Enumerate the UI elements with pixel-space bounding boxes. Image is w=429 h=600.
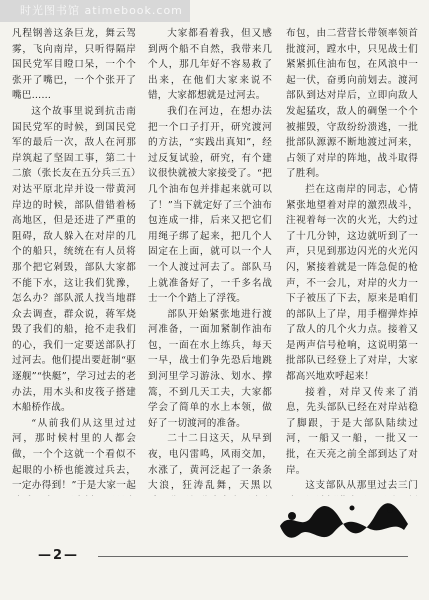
- paragraph: “从前我们从这里过过河，那时候村里的人都会做，一个个这就一个看似不起眼的小桥也能渡过兵去，一定办得到！”于是大家一起: [12, 417, 136, 492]
- paragraph: 二十二日这天，从早到夜，电闪雷鸣，风雨交加，水涨了，黄河泛起了一条条大浪，狂涛乱舞，天黑以: [148, 433, 272, 492]
- paragraph: 凡程钢善这条巨龙，舞云驾雾，飞向南岸，只听得隔岸国民党军目瞪口呆，一个个张开了嘴巴，一个个张开了嘴巴……: [12, 28, 136, 102]
- paragraph: 部队开始紧张地进行渡河准备，一面加紧制作油布包，一面在水上练兵，每天一早，战士们争先恐后地跳到河里学习游泳、划水、撑篙，不到几天工夫，大家都学会了简单的水上本领，做好了一切渡河的准备。: [148, 308, 272, 429]
- paragraph: 这个故事里说到抗击南国民党军的时候，到国民党军的最后一次，敌人在河那岸筑起了坚固工事，第二十二旅（张长友在五分兵三五）对达平原北岸并设一带黄河岸边的时候，部队借错着杨高地区，但是还进了严重的阻碍，敌人躲入在对岸的几个的船只，统统在有人员将那个把它剁毁，部队大家都不能下水，这让我们犹豫，怎么办？部队派人找当地群众去调查，群众说，蒋军烧毁了我们的船，抢不走我们的心，我们一定要送部队打过河去。他们提出要赶制“驱逐舰”“快艇”，学习过去的老办法，用木头和皮筏子搭建木船桥作战。: [12, 105, 136, 414]
- text-column-right: [286, 26, 418, 496]
- watermark-banner: 时光图书馆 atimebook.com: [0, 0, 190, 22]
- paragraph: 拦在这南岸的同志，心情紧张地望着对岸的激烈战斗，注视着每一次的火光，大约过了十几分钟，这边就听到了一声，只见到那边闪光的火光闪闪，紧接着就是一阵急促的枪声，不一会儿，对岸的火力一下子被压了下去，原来是咱们的部队上了岸，用手榴弹炸掉了敌人的几个火力点。接着又是两声信号枪响，这说明第一批部队已经登上了对岸，大家都高兴地欢呼起来！: [286, 183, 418, 383]
- text-column-left: [12, 26, 136, 496]
- footer-rule: [98, 556, 408, 557]
- paragraph: 大家都看着我，但又感到两个船不自然，我带来几个人，那几年好不容易救了出来，在他们大家来说不错，大家都想就是过河去。: [148, 28, 272, 102]
- paragraph: 我们在河边，在想办法把一个口子打开，研究渡河的方法，“实践出真知”，经过反复试验，研究，有个建议很快就被大家接受了。“把几个油布包并排起来就可以了！”当下就定好了三个油布包连成一排，后来又把它们用绳子绑了起来，把几个人固定在上面，就可以一个人一个人渡过河去了。部队马上就准备好了，一千多名战士一个个踏上了浮筏。: [148, 105, 272, 305]
- paragraph: 布包，由二营营长带领率领首批渡河，蹚水中，只见战士们紧紧抓住油布包，在风浪中一起一伏，奋勇向前划去。渡河部队到达对岸后，立即向敌人发起猛攻，敌人的碉堡一个个被摧毁，守敌纷纷溃逃，一批批部队源源不断地渡过河来，占领了对岸的阵地，战斗取得了胜利。: [286, 28, 418, 180]
- decorative-ink-blot: [272, 496, 414, 542]
- paragraph: 这支部队从那里过去三门: [305, 480, 418, 492]
- paragraph: 接着，对岸又传来了消息，先头部队已经在对岸站稳了脚跟，于是大部队陆续过河，一船又一船，一批又一批，在天亮之前全部到达了对岸。: [286, 386, 418, 476]
- text-column-middle: [148, 26, 272, 496]
- page-number: —2—: [38, 548, 80, 563]
